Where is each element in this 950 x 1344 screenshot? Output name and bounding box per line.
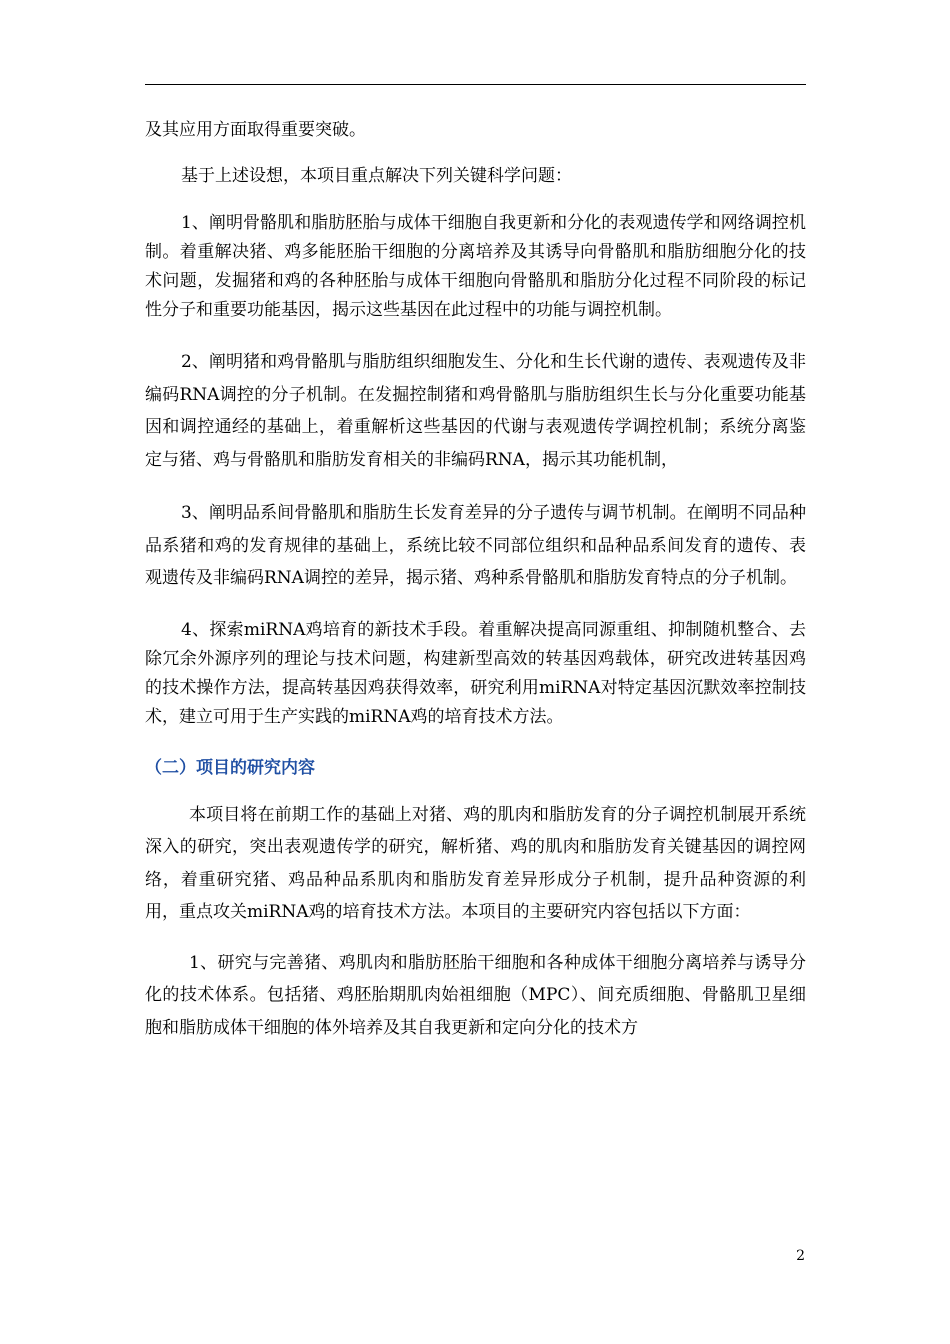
paragraph-problem-4: 4、探索miRNA鸡培育的新技术手段。着重解决提高同源重组、抑制随机整合、去除冗余外源序列的理论与技术问题，构建新型高效的转基因鸡载体，研究改进转基因鸡的技术操作方法，提高转基因鸡获得效率，研究利用miRNA对特定基因沉默效率控制技术，建立可用于生产实践的miRNA鸡的培育技术方法。 — [145, 619, 806, 727]
paragraph-research-1: 1、研究与完善猪、鸡肌肉和脂肪胚胎干细胞和各种成体干细胞分离培养与诱导分化的技术体系。包括猪、鸡胚胎期肌肉始祖细胞（MPC）、间充质细胞、骨骼肌卫星细胞和脂肪成体干细胞的体外培养及其自我更新和定向分化的技术方 — [145, 952, 806, 1038]
paragraph-problem-1: 1、阐明骨骼肌和脂肪胚胎与成体干细胞自我更新和分化的表观遗传学和网络调控机制。着重解决猪、鸡多能胚胎干细胞的分离培养及其诱导向骨骼肌和脂肪细胞分化的技术问题，发掘猪和鸡的各种胚胎与成体干细胞向骨骼肌和脂肪分化过程不同阶段的标记性分子和重要功能基因，揭示这些基因在此过程中的功能与调控机制。 — [145, 213, 806, 320]
paragraph-intro: 基于上述设想，本项目重点解决下列关键科学问题： — [181, 166, 572, 186]
paragraph-problem-2: 2、阐明猪和鸡骨骼肌与脂肪组织细胞发生、分化和生长代谢的遗传、表观遗传及非编码RNA调控的分子机制。在发掘控制猪和鸡骨骼肌与脂肪组织生长与分化重要功能基因和调控通经的基础上，着重解析这些基因的代谢与表观遗传学调控机制；系统分离鉴定与猪、鸡与骨骼肌和脂肪发育相关的非编码RNA，揭示其功能机制， — [145, 352, 806, 470]
page-number: 2 — [796, 1248, 805, 1264]
header-rule — [145, 84, 806, 85]
paragraph-research-overview: 本项目将在前期工作的基础上对猪、鸡的肌肉和脂肪发育的分子调控机制展开系统深入的研究，突出表观遗传学的研究，解析猪、鸡的肌肉和脂肪发育关键基因的调控网络，着重研究猪、鸡品种品系肌肉和脂肪发育差异形成分子机制，提升品种资源的利用，重点攻关miRNA鸡的培育技术方法。本项目的主要研究内容包括以下方面： — [145, 804, 806, 922]
section-heading: （二）项目的研究内容 — [145, 757, 315, 778]
document-body — [145, 116, 806, 1044]
paragraph-problem-3: 3、阐明品系间骨骼肌和脂肪生长发育差异的分子遗传与调节机制。在阐明不同品种品系猪和鸡的发育规律的基础上，系统比较不同部位组织和品种品系间发育的遗传、表观遗传及非编码RNA调控的差异，揭示猪、鸡种系骨骼肌和脂肪发育特点的分子机制。 — [145, 503, 806, 588]
paragraph-continuation: 及其应用方面取得重要突破。 — [145, 120, 366, 140]
